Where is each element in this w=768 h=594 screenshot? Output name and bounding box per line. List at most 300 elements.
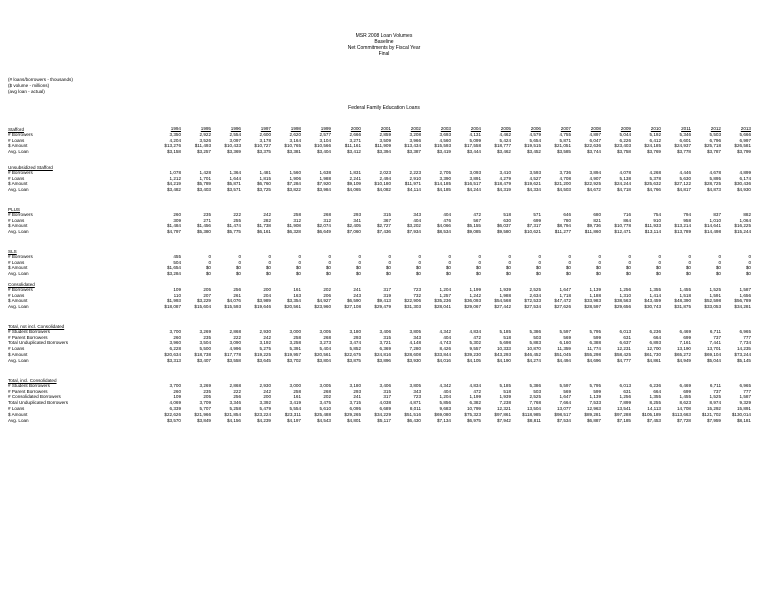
table-cell: $23,311 [284, 411, 301, 417]
table-cell: 472 [473, 388, 481, 394]
row-label: # Student Borrowers [8, 328, 50, 334]
table-cell: 3,258 [289, 340, 301, 346]
table-cell: 7,533 [589, 400, 601, 406]
table-cell: 2,705 [439, 169, 451, 175]
table-cell: 8,011 [409, 406, 421, 411]
table-cell: 4,834 [469, 382, 481, 388]
table-cell: 6,013 [619, 328, 631, 334]
table-cell: 476 [443, 217, 451, 223]
table-cell: 1,256 [619, 286, 631, 292]
table-cell: $0 [625, 271, 631, 277]
table-cell: 0 [748, 259, 751, 265]
table-cell: 0 [718, 259, 721, 265]
table-cell: $18,738 [194, 352, 211, 357]
table-cell: 260 [173, 211, 181, 217]
row-label: Total Unduplicated Borrowers [8, 340, 69, 346]
table-cell: 7,238 [499, 400, 511, 406]
table-cell: 567 [473, 217, 481, 223]
table-cell: 1,256 [619, 394, 631, 400]
table-cell: 8,426 [439, 346, 451, 352]
table-cell: 504 [173, 259, 181, 265]
table-cell: $16,225 [734, 223, 751, 229]
table-cell: 282 [263, 217, 271, 223]
table-row [8, 149, 760, 155]
table-cell: $98,517 [554, 411, 571, 417]
table-cell: $0 [445, 265, 451, 271]
table-cell: 2,554 [229, 131, 241, 137]
table-cell: $28,725 [704, 181, 721, 187]
table-cell: $3,725 [256, 187, 271, 193]
table-cell: 4,996 [229, 346, 241, 352]
section-title: Total, incl. Consolidated [8, 378, 57, 383]
table-cell: 315 [383, 211, 391, 217]
row-label: # Loans [8, 406, 25, 411]
row-label: # Borrowers [8, 253, 33, 259]
table-cell: $0 [235, 271, 241, 277]
year-header-cell: 2004 [470, 125, 481, 131]
table-cell: $4,777 [616, 357, 631, 363]
table-cell: 2,577 [319, 131, 331, 137]
table-cell: 4,078 [619, 169, 631, 175]
table-cell: $130,014 [731, 411, 751, 417]
table-cell: 200 [263, 394, 271, 400]
table-cell: $18,087 [164, 304, 181, 310]
table-cell: $4,065 [346, 187, 361, 193]
table-cell: $97,288 [614, 411, 631, 417]
table-cell: 3,891 [469, 175, 481, 181]
year-header-cell: 2013 [740, 125, 751, 131]
table-cell: 8,974 [709, 400, 721, 406]
row-label: # Loans [8, 137, 25, 143]
table-cell: 2,620 [289, 131, 301, 137]
row-label: # Student Borrowers [8, 382, 50, 388]
table-cell: $11,493 [194, 143, 211, 149]
table-cell: 4,897 [589, 131, 601, 137]
table-cell: 0 [538, 259, 541, 265]
table-cell: 0 [388, 259, 391, 265]
table-cell: $31,875 [674, 304, 691, 310]
table-cell: $13,276 [164, 143, 181, 149]
table-cell: 3,350 [169, 131, 181, 137]
table-cell: 631 [623, 334, 631, 340]
table-cell: 206 [323, 292, 331, 298]
table-cell: $0 [595, 271, 601, 277]
table-cell: 5,424 [499, 137, 511, 143]
table-cell: 3,269 [199, 382, 211, 388]
table-cell: 0 [718, 253, 721, 259]
table-cell: $7,942 [496, 417, 511, 423]
table-cell: $6,161 [256, 229, 271, 235]
table-cell: $22,636 [584, 143, 601, 149]
row-label: # Borrowers [8, 169, 33, 175]
table-cell: 5,099 [469, 137, 481, 143]
table-cell: 109 [173, 286, 181, 292]
table-cell: 3,805 [409, 328, 421, 334]
table-cell: 1,656 [739, 292, 751, 298]
table-cell: $1,654 [166, 265, 181, 271]
table-cell: 699 [533, 217, 541, 223]
year-header-row [8, 126, 760, 132]
table-cell: 13,077 [556, 406, 571, 411]
table-cell: 1,481 [259, 169, 271, 175]
table-cell: 4,342 [439, 328, 451, 334]
year-header-cell: 2011 [681, 125, 691, 131]
table-cell: 1,139 [589, 286, 601, 292]
table-cell: 3,709 [199, 400, 211, 406]
table-cell: 7,768 [529, 400, 541, 406]
table-cell: 6,711 [709, 382, 721, 388]
table-cell: $1,456 [196, 223, 211, 229]
table-cell: $23,403 [614, 143, 631, 149]
table-cell: 2,922 [199, 131, 211, 137]
table-cell: $39,230 [464, 352, 481, 357]
table-cell: 222 [233, 388, 241, 394]
table-cell: $22,675 [344, 352, 361, 357]
table-cell: 205 [203, 394, 211, 400]
table-cell: $0 [325, 271, 331, 277]
table-cell: 4,131 [469, 131, 481, 137]
table-cell: $105,189 [641, 411, 661, 417]
table-cell: $31,303 [404, 304, 421, 310]
table-cell: 6,174 [739, 175, 751, 181]
table-cell: 5,852 [349, 346, 361, 352]
row-label: # Loans [8, 259, 25, 265]
table-cell: 754 [653, 211, 661, 217]
table-cell: 1,078 [169, 169, 181, 175]
table-cell: $8,534 [436, 229, 451, 235]
table-cell: 2,930 [259, 382, 271, 388]
table-cell: $3,822 [286, 187, 301, 193]
table-cell: 343 [413, 334, 421, 340]
table-cell: $5,789 [196, 181, 211, 187]
table-cell: 1,647 [559, 394, 571, 400]
table-cell: 5,856 [439, 400, 451, 406]
table-cell: 5,630 [679, 175, 691, 181]
table-cell: $4,672 [586, 187, 601, 193]
table-cell: 317 [383, 394, 391, 400]
table-cell: $0 [715, 271, 721, 277]
unit-note-avg: (avg loan - actual) [8, 88, 45, 94]
table-cell: $9,085 [466, 229, 481, 235]
year-header-cell: 2008 [590, 125, 601, 131]
row-label: Avg. Loan [8, 187, 29, 193]
table-cell: 646 [563, 211, 571, 217]
table-cell: 4,268 [649, 169, 661, 175]
table-cell: $27,122 [674, 181, 691, 187]
table-cell: 4,527 [529, 175, 541, 181]
row-label: Avg. Loan [8, 304, 29, 310]
table-cell: 1,525 [709, 394, 721, 400]
table-cell: 3,700 [169, 328, 181, 334]
table-cell: 0 [598, 253, 601, 259]
table-cell: $0 [475, 265, 481, 271]
table-cell: 699 [683, 388, 691, 394]
table-cell: 7,899 [619, 400, 631, 406]
table-cell: $10,727 [254, 143, 271, 149]
table-cell: $69,080 [434, 411, 451, 417]
table-cell: $16,517 [464, 181, 481, 187]
table-cell: 2,494 [379, 175, 391, 181]
table-cell: $3,419 [436, 149, 451, 155]
table-cell: 2,666 [349, 131, 361, 137]
table-cell: 8,623 [679, 400, 691, 406]
table-cell: $7,920 [316, 181, 331, 187]
row-label: $ Amount [8, 223, 28, 229]
table-cell: $1,738 [256, 223, 271, 229]
table-cell: 200 [263, 286, 271, 292]
table-cell: 241 [353, 286, 361, 292]
table-cell: 4,834 [469, 328, 481, 334]
table-cell: $10,765 [284, 143, 301, 149]
table-cell: $4,274 [526, 357, 541, 363]
table-cell: 4,204 [169, 137, 181, 143]
table-cell: $22,925 [584, 181, 601, 187]
table-cell: 4,279 [499, 175, 511, 181]
table-cell: 0 [658, 259, 661, 265]
table-row [8, 304, 760, 310]
table-cell: 5,795 [589, 328, 601, 334]
table-cell: 3,097 [229, 137, 241, 143]
table-cell: 14,113 [647, 406, 661, 411]
table-cell: 4,560 [439, 137, 451, 143]
table-cell: 864 [623, 217, 631, 223]
table-cell: 12,321 [496, 406, 511, 411]
table-cell: $4,082 [376, 187, 391, 193]
table-cell: $24,244 [614, 181, 631, 187]
table-cell: 3,693 [439, 131, 451, 137]
table-cell: 161 [293, 394, 301, 400]
table-cell: $3,202 [406, 223, 421, 229]
table-cell: $121,702 [701, 411, 721, 417]
table-cell: 5,378 [649, 175, 661, 181]
table-cell: $0 [535, 265, 541, 271]
table-cell: 1,242 [469, 292, 481, 298]
year-header-cell: 2001 [380, 125, 391, 131]
table-cell: $15,244 [734, 229, 751, 235]
table-cell: 3,180 [349, 382, 361, 388]
table-cell: 404 [443, 211, 451, 217]
table-cell: 341 [353, 217, 361, 223]
row-label: # Borrowers [8, 286, 33, 292]
table-cell: $6,590 [346, 298, 361, 304]
table-cell: $3,452 [526, 149, 541, 155]
table-cell: 268 [323, 388, 331, 394]
table-cell: $8,181 [736, 417, 751, 423]
table-cell: 5,795 [589, 382, 601, 388]
table-cell: $26,581 [734, 143, 751, 149]
table-cell: $19,621 [524, 181, 541, 187]
table-cell: $3,702 [286, 357, 301, 363]
report-title-line-3: Net Commitments by Fiscal Year [347, 45, 421, 51]
table-cell: $0 [535, 271, 541, 277]
table-cell: $4,244 [466, 187, 481, 193]
table-cell: 14,708 [676, 406, 691, 411]
table-cell: 109 [173, 394, 181, 400]
table-cell: 3,960 [169, 340, 181, 346]
table-cell: $23,960 [314, 304, 331, 310]
table-cell: 315 [383, 334, 391, 340]
table-cell: 518 [503, 388, 511, 394]
table-cell: 8,255 [649, 400, 661, 406]
table-cell: $6,975 [466, 417, 481, 423]
row-label: $ Amount [8, 411, 28, 417]
table-cell: 1,560 [289, 169, 301, 175]
table-cell: 1,199 [469, 286, 481, 292]
table-cell: $24,937 [674, 143, 691, 149]
table-cell: $3,778 [676, 149, 691, 155]
table-cell: 13,541 [616, 406, 631, 411]
table-cell: 794 [683, 211, 691, 217]
table-cell: $8,811 [527, 417, 541, 423]
table-cell: $5,117 [377, 417, 391, 423]
table-cell: 1,939 [499, 394, 511, 400]
table-cell: 0 [688, 259, 691, 265]
table-cell: 0 [628, 259, 631, 265]
table-cell: $20,561 [284, 304, 301, 310]
table-cell: 0 [568, 253, 571, 259]
table-cell: 6,236 [649, 382, 661, 388]
table-cell: $9,580 [496, 229, 511, 235]
table-cell: $7,534 [556, 417, 571, 423]
table-cell: 163 [293, 292, 301, 298]
table-cell: $3,387 [406, 149, 421, 155]
table-cell: $4,319 [496, 187, 511, 193]
table-cell: 910 [653, 217, 661, 223]
table-cell: 1,518 [679, 292, 691, 298]
table-cell: $4,114 [407, 187, 421, 193]
table-cell: 256 [233, 286, 241, 292]
table-cell: $10,433 [224, 143, 241, 149]
table-cell: 3,005 [319, 382, 331, 388]
table-cell: $4,334 [526, 187, 541, 193]
table-cell: $15,593 [224, 304, 241, 310]
table-cell: $38,563 [614, 298, 631, 304]
table-cell: $51,516 [404, 411, 421, 417]
section-title: SLS [8, 249, 17, 254]
table-cell: 319 [383, 292, 391, 298]
table-cell: $113,663 [672, 411, 691, 417]
table-cell: 242 [263, 388, 271, 394]
table-cell: 5,138 [619, 175, 631, 181]
table-cell: 260 [173, 388, 181, 394]
table-cell: $13,789 [674, 229, 691, 235]
table-cell: 13,504 [526, 406, 541, 411]
table-cell: 0 [448, 253, 451, 259]
table-cell: 2,634 [529, 292, 541, 298]
table-cell: $97,861 [494, 411, 511, 417]
table-cell: 777 [743, 334, 751, 340]
table-cell: $4,766 [646, 187, 661, 193]
table-cell: 571 [533, 211, 541, 217]
table-cell: 15,891 [736, 406, 751, 411]
table-cell: $17,778 [224, 352, 241, 357]
table-cell: 723 [413, 394, 421, 400]
table-cell: $17,558 [464, 143, 481, 149]
table-cell: 3,164 [289, 137, 301, 143]
table-cell: 3,474 [349, 340, 361, 346]
table-cell: 4,678 [709, 169, 721, 175]
table-cell: 9,683 [439, 406, 451, 411]
table-cell: 1,988 [499, 292, 511, 298]
table-cell: $19,515 [524, 143, 541, 149]
table-cell: 0 [238, 253, 241, 259]
table-cell: 737 [713, 388, 721, 394]
table-cell: $33,844 [434, 352, 451, 357]
table-cell: 664 [653, 388, 661, 394]
table-cell: 261 [233, 292, 241, 298]
table-cell: $19,225 [254, 352, 271, 357]
table-cell: 1,212 [169, 175, 181, 181]
table-cell: $0 [505, 271, 511, 277]
table-cell: $3,875 [346, 357, 361, 363]
table-cell: 4,579 [529, 131, 541, 137]
table-cell: $4,239 [256, 417, 271, 423]
table-cell: $3,354 [286, 298, 301, 304]
table-cell: 2,525 [529, 286, 541, 292]
table-cell: 777 [743, 388, 751, 394]
table-cell: 6,997 [739, 137, 751, 143]
row-label: $ Amount [8, 352, 28, 357]
table-cell: 13,190 [676, 346, 691, 352]
table-cell: 0 [688, 253, 691, 259]
table-cell: $89,281 [584, 411, 601, 417]
year-header-cell: 2009 [620, 125, 631, 131]
section-title: Total, not incl. Consolidated [8, 324, 65, 329]
table-cell: 0 [298, 253, 301, 259]
report-title-line-1: MSR 2008 Loan Volumes [355, 33, 413, 39]
table-cell: 1,204 [439, 394, 451, 400]
table-cell: $3,896 [376, 357, 391, 363]
table-cell: 958 [683, 217, 691, 223]
table-cell: 5,044 [619, 131, 631, 137]
table-cell: 1,591 [709, 292, 721, 298]
table-cell: $23,224 [254, 411, 271, 417]
table-cell: 204 [263, 292, 271, 298]
table-cell: 161 [293, 286, 301, 292]
year-header-cell: 2006 [530, 125, 541, 131]
table-cell: $3,799 [736, 149, 751, 155]
table-cell: 2,930 [259, 328, 271, 334]
table-cell: 9,557 [469, 346, 481, 352]
table-cell: 1,701 [199, 175, 211, 181]
table-cell: 11,774 [587, 346, 601, 352]
table-cell: $52,598 [704, 298, 721, 304]
table-cell: $75,323 [464, 411, 481, 417]
table-cell: $14,498 [704, 229, 721, 235]
table-cell: $3,804 [316, 357, 331, 363]
table-cell: $0 [445, 271, 451, 277]
table-cell: 1,831 [349, 169, 361, 175]
table-cell: $5,155 [466, 223, 481, 229]
table-cell: $0 [295, 271, 301, 277]
table-cell: $9,109 [346, 181, 361, 187]
table-cell: $10,778 [614, 223, 631, 229]
table-cell: $0 [685, 271, 691, 277]
table-cell: 6,095 [349, 406, 361, 411]
table-cell: $65,272 [674, 352, 691, 357]
table-cell: $24,185 [644, 143, 661, 149]
table-cell: 0 [658, 253, 661, 259]
table-cell: $7,728 [676, 417, 691, 423]
table-cell: $0 [295, 265, 301, 271]
table-cell: 0 [208, 259, 211, 265]
table-cell: $10,180 [374, 181, 391, 187]
table-cell: $6,328 [286, 229, 301, 235]
table-cell: 0 [238, 259, 241, 265]
table-cell: 6,601 [679, 137, 691, 143]
row-label: # Loans [8, 175, 25, 181]
table-cell: $6,760 [256, 181, 271, 187]
